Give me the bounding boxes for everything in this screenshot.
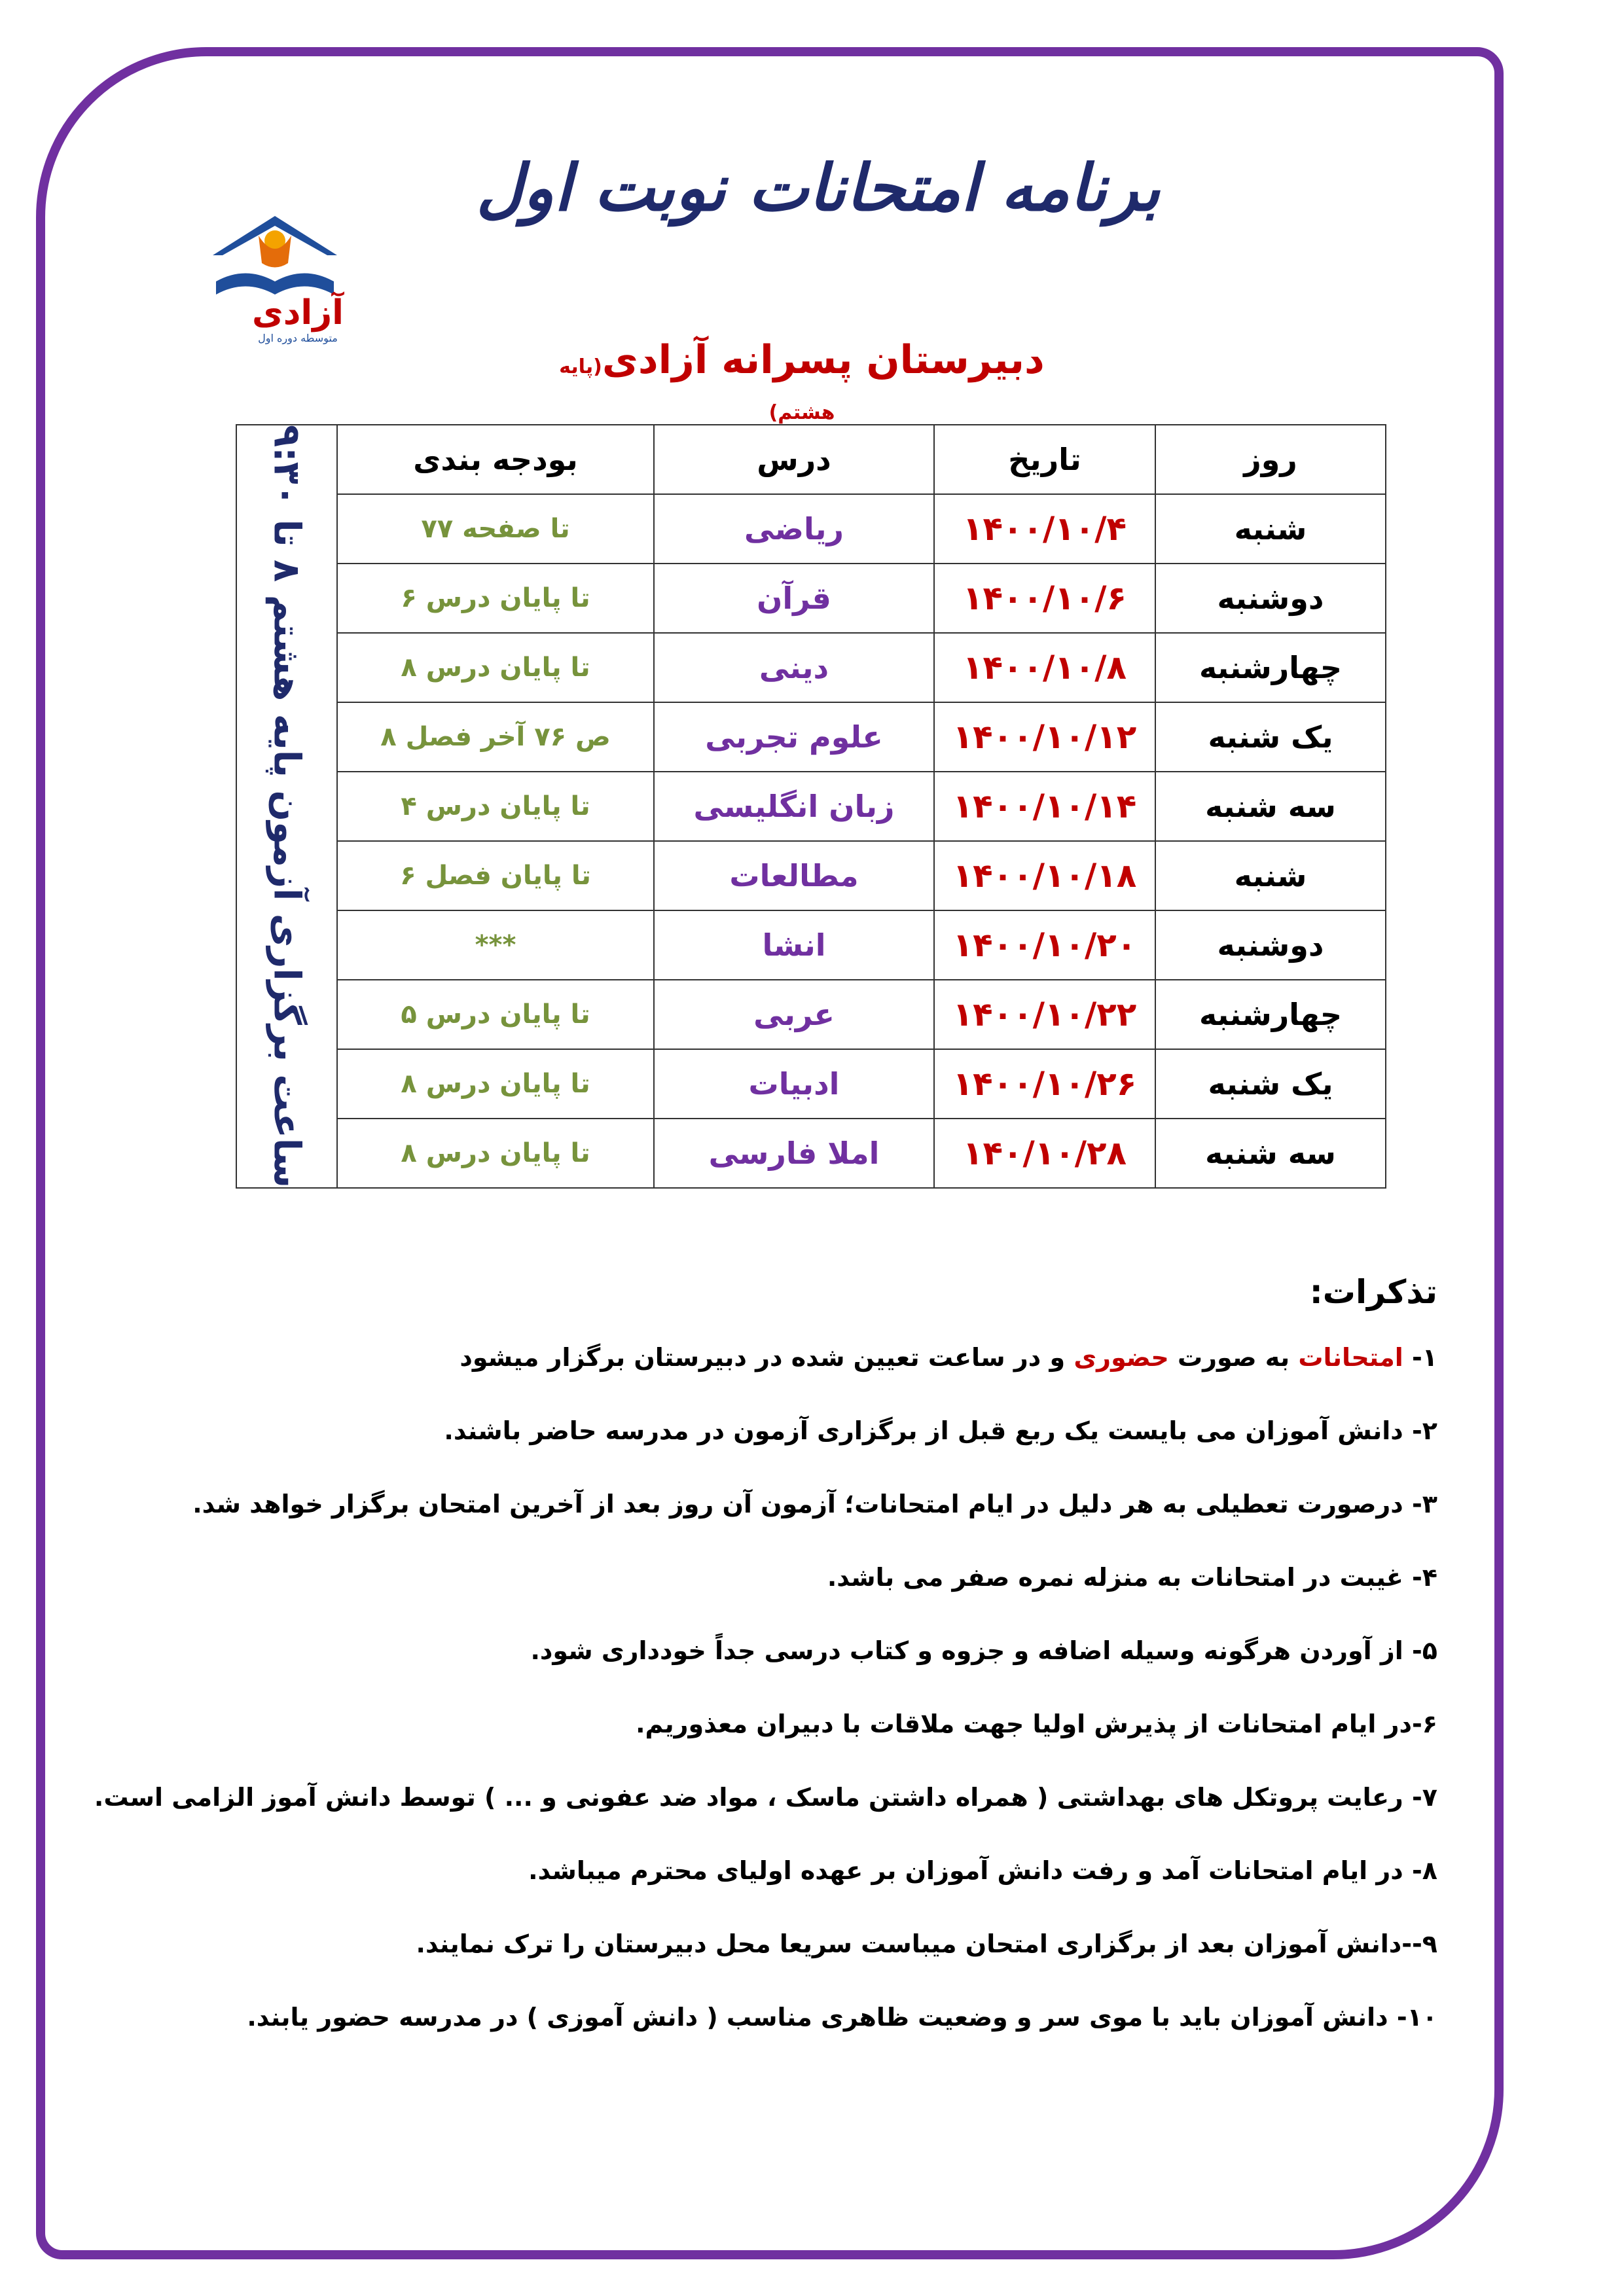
cell-subject: املا فارسی bbox=[654, 1119, 934, 1188]
note-number: ۱- bbox=[1403, 1343, 1437, 1372]
exam-schedule-table bbox=[236, 424, 1386, 1189]
note-item: ۴- غیبت در امتحانات به منزله نمره صفر می باشد. bbox=[827, 1563, 1437, 1592]
table-row bbox=[236, 1119, 1386, 1188]
header-day: روز bbox=[1155, 425, 1386, 494]
cell-date: ۱۴۰۰/۱۰/۲۰ bbox=[934, 910, 1155, 980]
table-row bbox=[236, 980, 1386, 1049]
note-highlight: امتحانات bbox=[1298, 1343, 1403, 1372]
grade-label: (پایه هشتم) bbox=[559, 355, 835, 424]
exam-time-note: ساعت برگزاری آزمون پایه هشتم ۸ تا ۹:۳۰ bbox=[265, 425, 308, 1188]
cell-day: شنبه bbox=[1155, 841, 1386, 910]
cell-budget: تا پایان درس ۶ bbox=[337, 564, 654, 633]
table-row bbox=[236, 564, 1386, 633]
note-text: و در ساعت تعیین شده در دبیرستان برگزار میشود bbox=[460, 1343, 1074, 1372]
cell-day: یک شنبه bbox=[1155, 1049, 1386, 1119]
logo-name: آزادی bbox=[252, 293, 344, 332]
cell-budget: تا پایان درس ۸ bbox=[337, 1049, 654, 1119]
cell-date: ۱۴۰۰/۱۰/۱۸ bbox=[934, 841, 1155, 910]
cell-date: ۱۴۰۰/۱۰/۲۲ bbox=[934, 980, 1155, 1049]
cell-subject: مطالعات bbox=[654, 841, 934, 910]
note-item: ۸- در ایام امتحانات آمد و رفت دانش آموزان بر عهده اولیای محترم میباشد. bbox=[528, 1856, 1437, 1885]
cell-budget: تا پایان درس ۵ bbox=[337, 980, 654, 1049]
note-item: ۷- رعایت پروتکل های بهداشتی ( همراه داشتن ماسک ، مواد ضد عفونی و ... ) توسط دانش آموز الزامی است. bbox=[94, 1783, 1437, 1812]
cell-subject: ریاضی bbox=[654, 494, 934, 564]
note-item: ۱۰- دانش آموزان باید با موی سر و وضعیت ظاهری مناسب ( دانش آموزی ) در مدرسه حضور یابند. bbox=[247, 2003, 1437, 2032]
cell-day: چهارشنبه bbox=[1155, 633, 1386, 702]
cell-date: ۱۴۰۰/۱۰/۶ bbox=[934, 564, 1155, 633]
cell-budget: تا پایان فصل ۶ bbox=[337, 841, 654, 910]
table-row bbox=[236, 772, 1386, 841]
note-item: ۶-در ایام امتحانات از پذیرش اولیا جهت ملاقات با دبیران معذوریم. bbox=[636, 1710, 1437, 1738]
cell-budget: *** bbox=[337, 910, 654, 980]
note-item: ۵- از آوردن هرگونه وسیله اضافه و جزوه و کتاب درسی جداً خودداری شود. bbox=[530, 1636, 1437, 1665]
note-item: ۹--دانش آموزان بعد از برگزاری امتحان میباست سریعا محل دبیرستان را ترک نمایند. bbox=[416, 1929, 1437, 1958]
cell-date: ۱۴۰۰/۱۰/۸ bbox=[934, 633, 1155, 702]
table-row bbox=[236, 910, 1386, 980]
school-heading bbox=[524, 337, 1080, 429]
cell-date: ۱۴۰۰/۱۰/۱۲ bbox=[934, 702, 1155, 772]
note-highlight: حضوری bbox=[1074, 1343, 1169, 1372]
cell-day: شنبه bbox=[1155, 494, 1386, 564]
notes-heading: تذکرات: bbox=[1309, 1273, 1437, 1311]
cell-day: سه شنبه bbox=[1155, 1119, 1386, 1188]
cell-budget: تا پایان درس ۸ bbox=[337, 1119, 654, 1188]
table-row bbox=[236, 494, 1386, 564]
cell-day: سه شنبه bbox=[1155, 772, 1386, 841]
cell-date: ۱۴۰/۱۰/۲۸ bbox=[934, 1119, 1155, 1188]
cell-subject: انشا bbox=[654, 910, 934, 980]
school-logo bbox=[200, 190, 350, 347]
page-title: برنامه امتحانات نوبت اول bbox=[476, 151, 1161, 226]
note-item: ۲- دانش آموزان می بایست یک ربع قبل از برگزاری آزمون در مدرسه حاضر باشند. bbox=[444, 1416, 1437, 1445]
table-row bbox=[236, 841, 1386, 910]
cell-day: چهارشنبه bbox=[1155, 980, 1386, 1049]
notes-list bbox=[94, 1343, 1437, 2076]
cell-date: ۱۴۰۰/۱۰/۲۶ bbox=[934, 1049, 1155, 1119]
exam-time-cell bbox=[236, 425, 337, 1188]
note-item: ۳- درصورت تعطیلی به هر دلیل در ایام امتحانات؛ آزمون آن روز بعد از آخرین امتحان برگزار خواهد شد. bbox=[192, 1490, 1437, 1518]
cell-day: یک شنبه bbox=[1155, 702, 1386, 772]
school-name: دبیرستان پسرانه آزادی bbox=[602, 337, 1045, 383]
cell-day: دوشنبه bbox=[1155, 564, 1386, 633]
cell-subject: دینی bbox=[654, 633, 934, 702]
cell-budget: ص ۷۶ آخر فصل ۸ bbox=[337, 702, 654, 772]
note-item bbox=[161, 1343, 1437, 1416]
cell-subject: قرآن bbox=[654, 564, 934, 633]
cell-budget: تا پایان درس ۴ bbox=[337, 772, 654, 841]
header-date: تاریخ bbox=[934, 425, 1155, 494]
cell-budget: تا صفحه ۷۷ bbox=[337, 494, 654, 564]
cell-subject: علوم تجربی bbox=[654, 702, 934, 772]
cell-subject: عربی bbox=[654, 980, 934, 1049]
cell-subject: زبان انگلیسی bbox=[654, 772, 934, 841]
table-row bbox=[236, 1049, 1386, 1119]
cell-subject: ادبیات bbox=[654, 1049, 934, 1119]
table-row bbox=[236, 702, 1386, 772]
cell-budget: تا پایان درس ۸ bbox=[337, 633, 654, 702]
header-subject: درس bbox=[654, 425, 934, 494]
cell-date: ۱۴۰۰/۱۰/۱۴ bbox=[934, 772, 1155, 841]
table-header-row bbox=[236, 425, 1386, 494]
cell-day: دوشنبه bbox=[1155, 910, 1386, 980]
header-budget: بودجه بندی bbox=[337, 425, 654, 494]
table-row bbox=[236, 633, 1386, 702]
note-text: به صورت bbox=[1168, 1343, 1299, 1372]
cell-date: ۱۴۰۰/۱۰/۴ bbox=[934, 494, 1155, 564]
logo-subtitle: متوسطه دوره اول bbox=[258, 332, 338, 344]
